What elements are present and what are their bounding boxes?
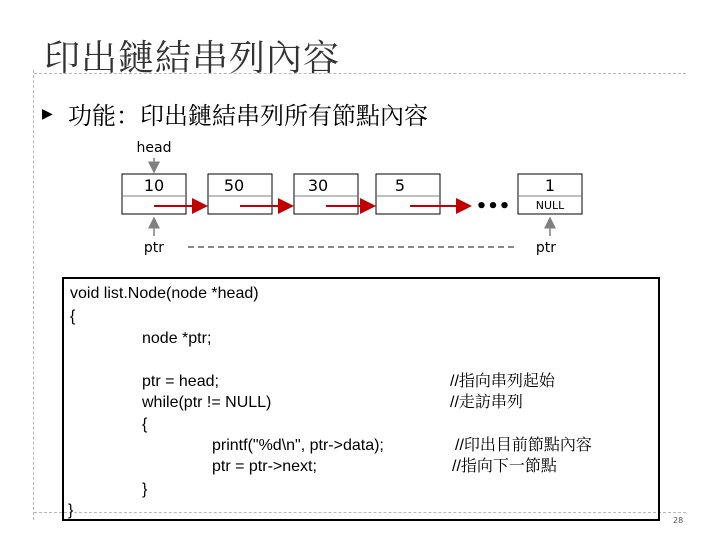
node-value: 30: [307, 176, 329, 195]
node-value: 1: [544, 176, 556, 195]
code-line: {: [70, 308, 76, 325]
node-value: 5: [394, 176, 406, 195]
ellipsis: •••: [475, 196, 511, 217]
ptr-start-label: ptr: [143, 240, 165, 256]
code-line: {: [142, 416, 148, 433]
code-line: void list.Node(node *head): [70, 285, 259, 302]
node-value: 50: [223, 176, 245, 195]
slide-title: 印出鏈結串列內容: [44, 38, 341, 79]
code-line: ptr = ptr->next;: [212, 458, 317, 475]
list-node: [122, 174, 186, 214]
code-comment: //指向串列起始: [450, 373, 555, 390]
code-line: ptr = head;: [142, 373, 219, 390]
list-node: [208, 174, 272, 214]
code-comment: //走訪串列: [450, 394, 523, 411]
code-line: printf("%d\n", ptr->data);: [212, 437, 384, 454]
node-value: 10: [143, 176, 165, 195]
ptr-end-label: ptr: [535, 240, 557, 256]
null-label: NULL: [535, 199, 565, 212]
list-node: [376, 174, 440, 214]
slide-subtitle: 功能：印出鏈結串列所有節點內容: [68, 102, 428, 130]
code-line: node *ptr;: [142, 330, 212, 347]
page-number: 28: [673, 516, 684, 525]
list-node: [294, 174, 358, 214]
code-line: }: [68, 502, 74, 519]
code-comment: //指向下一節點: [452, 458, 557, 475]
code-comment: //印出目前節點內容: [455, 437, 592, 454]
list-node-last: [518, 174, 582, 214]
bullet-icon: ▶: [42, 106, 53, 122]
code-line: }: [142, 481, 148, 498]
code-line: while(ptr != NULL): [142, 394, 272, 411]
head-label: head: [136, 140, 172, 156]
